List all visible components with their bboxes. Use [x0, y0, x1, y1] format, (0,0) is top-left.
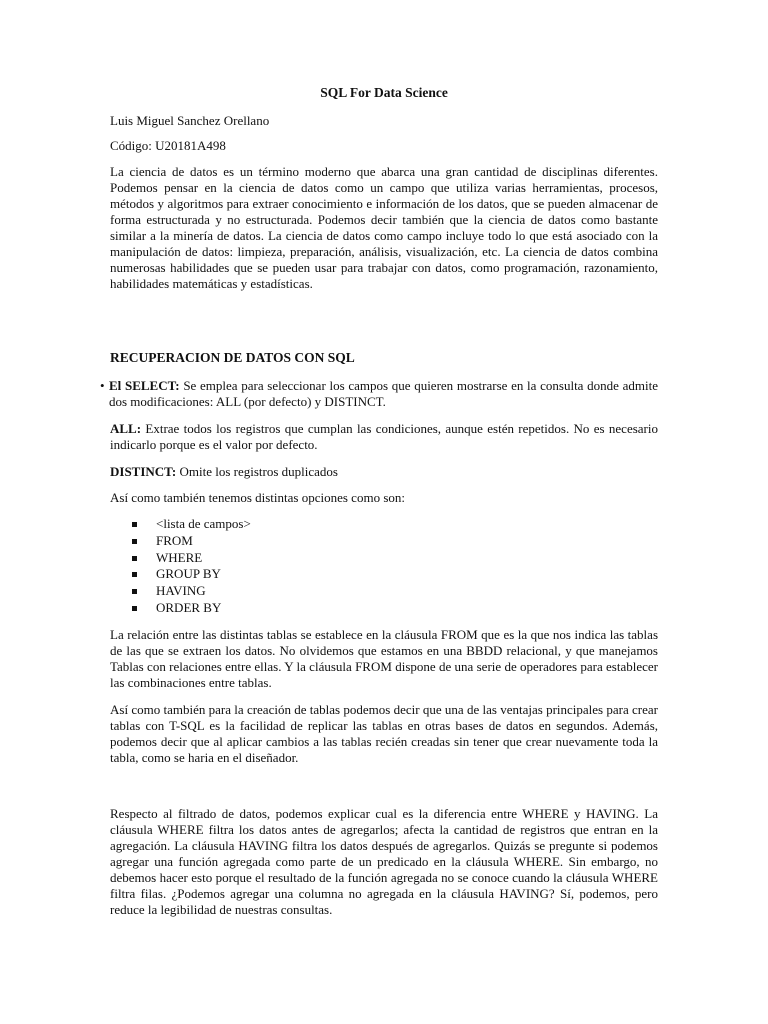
square-bullet-icon: [132, 522, 137, 527]
all-label: ALL:: [110, 421, 142, 436]
document-title: SQL For Data Science: [320, 85, 448, 100]
tsql-paragraph: Así como también para la creación de tablas podemos decir que una de las ventajas principales para crear tablas con T-SQL es la facilidad de replicar las tablas en otras bases de datos en segundos. Además, podemos decir que al aplicar cambios a las tablas recién creadas sin tener que crear nuevamente toda la tabla, como se haria en el diseñador.: [110, 702, 658, 765]
bullet-icon: •: [100, 378, 105, 393]
student-code: Código: U20181A498: [110, 138, 226, 153]
from-paragraph: La relación entre las distintas tablas se establece en la cláusula FROM que es la que nos indica las tablas de las que se extraen los datos. No olvidemos que estamos en una BBDD relacional, y que manejamos Tablas con relaciones entre ellas. Y la cláusula FROM dispone de una serie de operadores para establecer las combinaciones entre tablas.: [110, 627, 658, 690]
section-heading: RECUPERACION DE DATOS CON SQL: [110, 350, 355, 365]
list-item: HAVING: [132, 583, 251, 600]
list-item: FROM: [132, 533, 251, 550]
square-bullet-icon: [132, 589, 137, 594]
list-item: WHERE: [132, 550, 251, 567]
select-label: El SELECT:: [109, 378, 180, 393]
list-item: ORDER BY: [132, 600, 251, 617]
distinct-text: Omite los registros duplicados: [176, 464, 338, 479]
square-bullet-icon: [132, 556, 137, 561]
options-list: [132, 516, 251, 617]
author-name: Luis Miguel Sanchez Orellano: [110, 113, 270, 128]
square-bullet-icon: [132, 606, 137, 611]
options-intro: Así como también tenemos distintas opciones como son:: [110, 490, 405, 505]
select-bullet: [100, 378, 658, 410]
list-item: GROUP BY: [132, 566, 251, 583]
list-item: <lista de campos>: [132, 516, 251, 533]
select-text: Se emplea para seleccionar los campos que quieren mostrarse en la consulta donde admite dos modificaciones: ALL (por defecto) y DISTINCT.: [109, 378, 658, 409]
intro-paragraph: La ciencia de datos es un término moderno que abarca una gran cantidad de disciplinas diferentes. Podemos pensar en la ciencia de datos como un campo que utiliza varias herramientas, procesos, métodos y algoritmos para extraer conocimiento e información de los datos, que se pueden almacenar de forma estructurada y no estructurada. Podemos decir también que la ciencia de datos como bastante similar a la minería de datos. La ciencia de datos como campo incluye todo lo que está asociado con la manipulación de datos: limpieza, preparación, análisis, visualización, etc. La ciencia de datos combina numerosas habilidades que se pueden usar para trabajar con datos, como programación, razonamiento, habilidades matemáticas y estadísticas.: [110, 164, 658, 291]
square-bullet-icon: [132, 539, 137, 544]
distinct-label: DISTINCT:: [110, 464, 177, 479]
distinct-paragraph: [110, 464, 658, 480]
all-paragraph: [110, 421, 658, 453]
all-text: Extrae todos los registros que cumplan las condiciones, aunque estén repetidos. No es necesario indicarlo porque es el valor por defecto.: [110, 421, 658, 452]
square-bullet-icon: [132, 572, 137, 577]
having-paragraph: Respecto al filtrado de datos, podemos explicar cual es la diferencia entre WHERE y HAVING. La cláusula WHERE filtra los datos antes de agregarlos; afecta la cantidad de registros que entran en la agregación. La cláusula HAVING filtra los datos después de agregarlos. Quizás se pregunte si podemos agregar una función agregada como parte de un predicado en la cláusula WHERE. Sin embargo, no debemos hacer esto porque el resultado de la función agregada no se conoce cuando la cláusula WHERE filtra filas. ¿Podemos agregar una columna no agregada en la cláusula HAVING? Sí, podemos, pero reduce la legibilidad de nuestras consultas.: [110, 806, 658, 917]
